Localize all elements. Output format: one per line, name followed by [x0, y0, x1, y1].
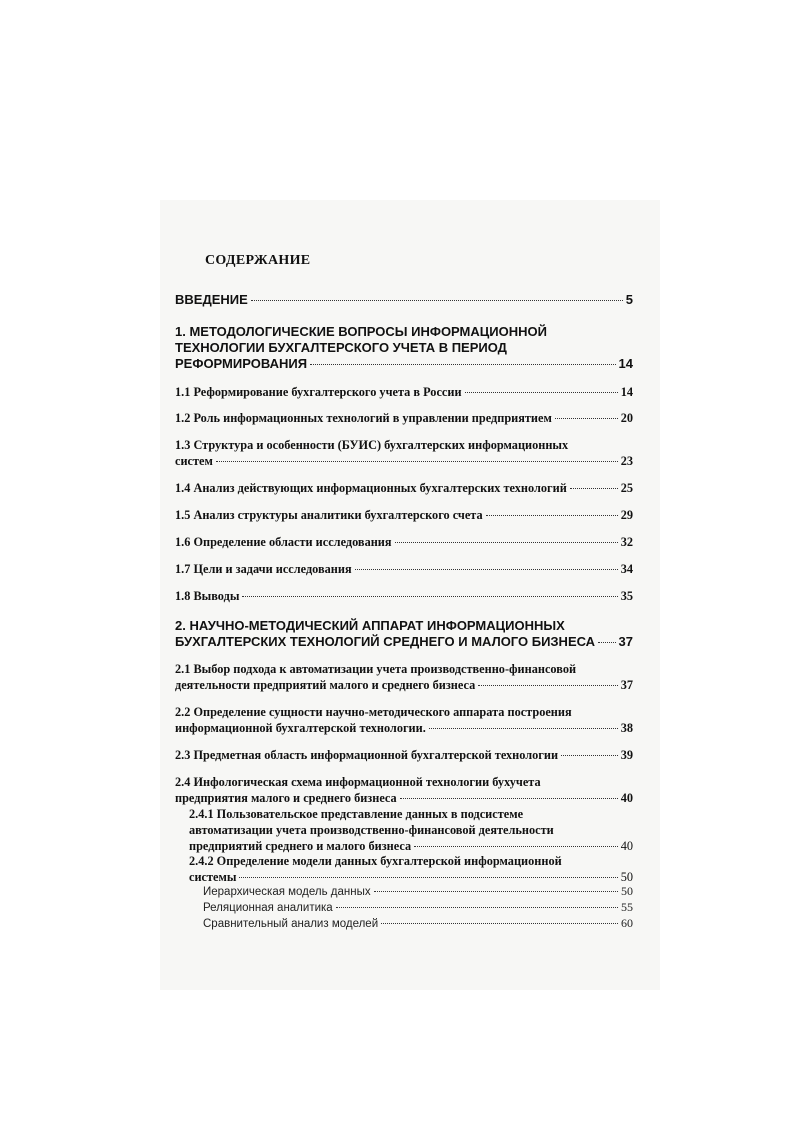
toc-page-number: 25	[620, 481, 633, 495]
toc-page-number: 55	[621, 900, 633, 914]
toc-title: 2. НАУЧНО-МЕТОДИЧЕСКИЙ АППАРАТ ИНФОРМАЦИОННЫХ	[175, 618, 565, 633]
toc-entry-model-comparison[interactable]	[203, 916, 633, 932]
toc-entry-hierarchical-model[interactable]	[203, 884, 633, 900]
toc-title: 2.1 Выбор подхода к автоматизации учета производственно-финансовой	[175, 662, 577, 676]
toc-title: Сравнительный анализ моделей	[203, 918, 379, 930]
toc-title: ТЕХНОЛОГИИ БУХГАЛТЕРСКОГО УЧЕТА В ПЕРИОД	[175, 340, 507, 355]
toc-entry-chapter-2[interactable]	[175, 618, 633, 650]
toc-title: Реляционная аналитика	[203, 902, 333, 914]
toc-title: 1.8 Выводы	[175, 589, 240, 603]
toc-page-number: 34	[620, 562, 633, 576]
toc-title: 1. МЕТОДОЛОГИЧЕСКИЕ ВОПРОСЫ ИНФОРМАЦИОННОЙ	[175, 324, 547, 339]
toc-title: ВВЕДЕНИЕ	[175, 292, 248, 307]
toc-page-number: 50	[620, 870, 633, 884]
toc-title: системы	[189, 870, 237, 884]
toc-page-number: 40	[620, 839, 633, 853]
toc-entry-2-1[interactable]	[175, 661, 633, 693]
toc-title: автоматизации учета производственно-финансовой деятельности	[189, 823, 554, 837]
toc-page-number: 35	[620, 589, 633, 603]
toc-title: предприятия малого и среднего бизнеса	[175, 791, 397, 805]
toc-page-number: 60	[621, 916, 633, 930]
toc-title: 1.5 Анализ структуры аналитики бухгалтерского счета	[175, 508, 483, 522]
toc-entry-1-5[interactable]	[175, 507, 633, 523]
toc-title: 1.7 Цели и задачи исследования	[175, 562, 352, 576]
toc-title: 2.4.2 Определение модели данных бухгалтерской информационной	[189, 854, 562, 868]
toc-entry-1-7[interactable]	[175, 561, 633, 577]
toc-entry-2-3[interactable]	[175, 747, 633, 763]
toc-entry-1-4[interactable]	[175, 480, 633, 496]
toc-page-number: 37	[620, 678, 633, 692]
toc-page-number: 14	[620, 385, 633, 399]
toc-page-number: 38	[620, 721, 633, 735]
toc-title: БУХГАЛТЕРСКИХ ТЕХНОЛОГИЙ СРЕДНЕГО И МАЛОГО БИЗНЕСА	[175, 634, 596, 649]
toc-entry-chapter-1[interactable]	[175, 324, 633, 372]
toc-entry-1-2[interactable]	[175, 410, 633, 426]
toc-title: предприятий среднего и малого бизнеса	[189, 839, 412, 853]
toc-title: систем	[175, 454, 213, 468]
toc-title: 1.1 Реформирование бухгалтерского учета в России	[175, 385, 462, 399]
toc-title: 2.2 Определение сущности научно-методического аппарата построения	[175, 705, 572, 719]
toc-page-number: 39	[620, 748, 633, 762]
toc-entry-2-4-1[interactable]	[189, 806, 633, 854]
toc-title: 2.4.1 Пользовательское представление данных в подсистеме	[189, 807, 524, 821]
toc-title: 1.3 Структура и особенности (БУИС) бухгалтерских информационных	[175, 438, 569, 452]
toc-title: 1.2 Роль информационных технологий в управлении предприятием	[175, 411, 552, 425]
toc-title: деятельности предприятий малого и среднего бизнеса	[175, 678, 476, 692]
toc-title: 2.4 Инфологическая схема информационной технологии бухучета	[175, 775, 541, 789]
toc-title: 1.4 Анализ действующих информационных бухгалтерских технологий	[175, 481, 567, 495]
toc-entry-intro[interactable]	[175, 292, 633, 308]
toc-title: информационной бухгалтерской технологии.	[175, 721, 426, 735]
toc-page-number: 40	[620, 791, 633, 805]
toc-entry-2-4[interactable]	[175, 774, 633, 806]
toc-page-number: 14	[618, 356, 633, 371]
toc-entry-2-4-2[interactable]	[189, 853, 633, 885]
toc-page-number: 29	[620, 508, 633, 522]
toc-entry-relational-analytics[interactable]	[203, 900, 633, 916]
toc-page-number: 5	[625, 292, 633, 307]
toc-entry-2-2[interactable]	[175, 704, 633, 736]
toc-title: 1.6 Определение области исследования	[175, 535, 392, 549]
toc-entry-1-3[interactable]	[175, 437, 633, 469]
toc-title: 2.3 Предметная область информационной бухгалтерской технологии	[175, 748, 559, 762]
toc-title: РЕФОРМИРОВАНИЯ	[175, 356, 308, 371]
toc-entry-1-6[interactable]	[175, 534, 633, 550]
toc-page-number: 32	[620, 535, 633, 549]
toc-page-number: 20	[620, 411, 633, 425]
toc-entry-1-1[interactable]	[175, 384, 633, 400]
toc-heading: СОДЕРЖАНИЕ	[205, 253, 311, 268]
toc-entry-1-8[interactable]	[175, 588, 633, 604]
toc-page-number: 23	[620, 454, 633, 468]
toc-page-number: 50	[621, 884, 633, 898]
toc-page-number: 37	[618, 634, 633, 649]
toc-title: Иерархическая модель данных	[203, 886, 371, 898]
